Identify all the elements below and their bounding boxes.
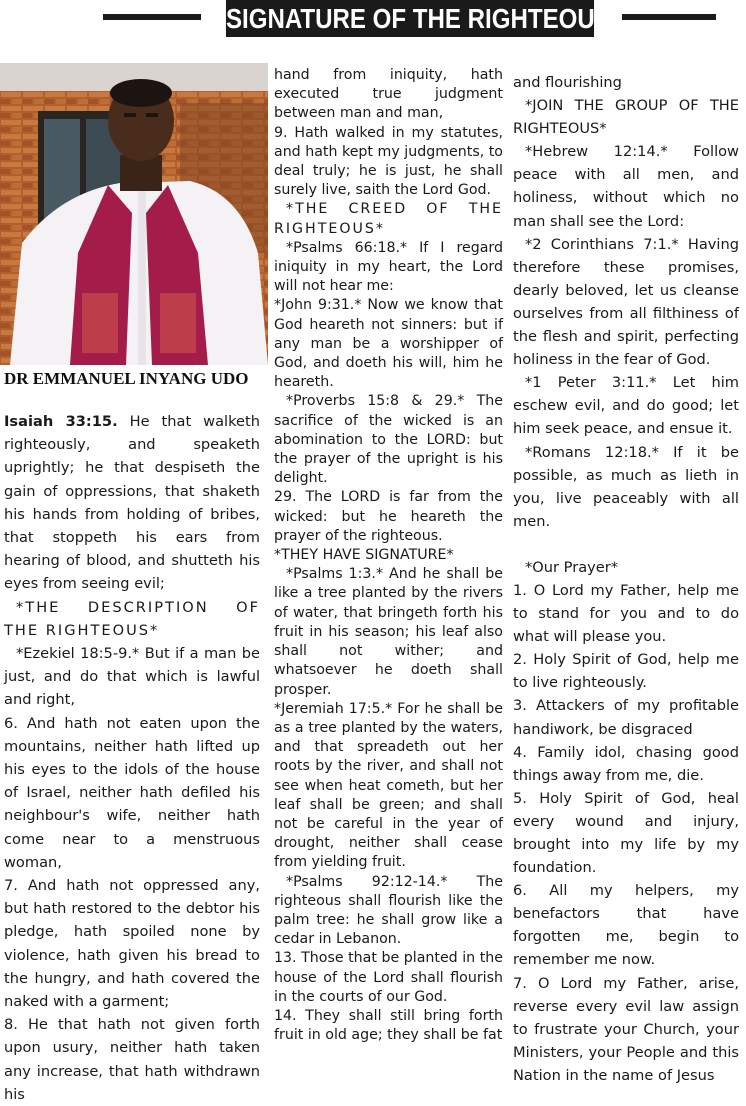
prayer-item: 3. Attackers of my profitable handiwork, be disgraced <box>513 697 739 738</box>
peter-paragraph: *1 Peter 3:11.* Let him eschew evil, and do good; let him seek peace, and ensue it. <box>513 374 739 438</box>
psalms-66-paragraph: *Psalms 66:18.* If I regard iniquity in my heart, the Lord will not hear me: <box>274 239 503 295</box>
creed-heading: *THE CREED OF THE RIGHTEOUS* <box>274 201 503 237</box>
ezekiel-paragraph: *Ezekiel 18:5-9.* But if a man be just, and do that which is lawful and right, <box>4 645 260 709</box>
page-title: SIGNATURE OF THE RIGHTEOUS <box>226 0 594 37</box>
join-heading: *JOIN THE GROUP OF THE RIGHTEOUS* <box>513 97 739 138</box>
description-heading: *THE DESCRIPTION OF THE RIGHTEOUS* <box>4 598 260 639</box>
verse-8: 8. He that hath not given forth upon usury, neither hath taken any increase, that hath withdrawn his <box>4 1016 260 1103</box>
verse-29: 29. The LORD is far from the wicked: but he heareth the prayer of the righteous. <box>274 489 503 544</box>
isaiah-reference: Isaiah 33:15. <box>4 413 118 430</box>
verse-6: 6. And hath not eaten upon the mountains, neither hath lifted up his eyes to the idols of the house of Israel, neither hath defiled his neighbour's wife, neither hath come near to a menstruous woman, <box>4 714 260 871</box>
verse-9: 9. Hath walked in my statutes, and hath kept my judgments, to deal truly; he is just, he shall surely live, saith the Lord God. <box>274 124 503 199</box>
proverbs-paragraph: *Proverbs 15:8 & 29.* The sacrifice of the wicked is an abomination to the LORD: but the prayer of the upright is his delight. <box>274 393 503 487</box>
isaiah-text: He that walketh righteously, and speaketh uprightly; he that despiseth the gain of oppressions, that shaketh his hands from holding of bribes, that stoppeth his ears from hearing of blood, and shutteth his eyes from seeing evil; <box>4 413 260 593</box>
header-rule-right <box>622 14 716 20</box>
isaiah-paragraph <box>4 410 260 596</box>
psalms-92-paragraph: *Psalms 92:12-14.* The righteous shall flourish like the palm tree: he shall grow like a cedar in Lebanon. <box>274 873 503 948</box>
verse-14-continued: and flourishing <box>513 74 622 91</box>
verse-14: 14. They shall still bring forth fruit in old age; they shall be fat <box>274 1007 503 1044</box>
author-photo <box>0 63 268 365</box>
prayer-heading: *Our Prayer* <box>525 558 619 576</box>
signature-heading: *THEY HAVE SIGNATURE* <box>274 547 454 564</box>
prayer-item: 5. Holy Spirit of God, heal every wound and injury, brought into my life by my foundation. <box>513 789 739 877</box>
section-spacer <box>513 533 739 556</box>
prayer-item: 2. Holy Spirit of God, help me to live righteously. <box>513 651 739 692</box>
verse-13: 13. Those that be planted in the house of the Lord shall flourish in the courts of our God. <box>274 950 503 1005</box>
romans-paragraph: *Romans 12:18.* If it be possible, as much as lieth in you, live peaceably with all men. <box>513 443 739 530</box>
prayer-item: 6. All my helpers, my benefactors that have forgotten me, begin to remember me now. <box>513 882 739 969</box>
header-rule-left <box>103 14 201 20</box>
article-column-3 <box>513 71 739 1087</box>
psalms-1-paragraph: *Psalms 1:3.* And he shall be like a tree planted by the rivers of water, that bringeth forth his fruit in his season; his leaf also shall not wither; and whatsoever he doeth shall prosper. <box>274 566 503 698</box>
jeremiah-paragraph: *Jeremiah 17:5.* For he shall be as a tree planted by the waters, and that spreadeth out her roots by the river, and shall not see when heat cometh, but her leaf shall be green; and shall not be careful in the year of drought, neither shall cease from yielding fruit. <box>274 700 503 871</box>
author-name-caption: DR EMMANUEL INYANG UDO <box>4 369 249 388</box>
verse-7: 7. And hath not oppressed any, but hath restored to the debtor his pledge, hath spoiled none by violence, hath given his bread to the hungry, and hath covered the naked with a garment; <box>4 877 260 1011</box>
article-column-1 <box>4 410 260 1106</box>
article-column-2 <box>274 66 503 1045</box>
prayer-item: 7. O Lord my Father, arise, reverse every evil law assign to frustrate your Church, your Ministers, your People and this Nation in the name of Jesus <box>513 974 739 1084</box>
john-paragraph: *John 9:31.* Now we know that God heareth not sinners: but if any man be a worshipper of God, and doeth his will, him he heareth. <box>274 297 503 391</box>
hebrew-paragraph: *Hebrew 12:14.* Follow peace with all men, and holiness, without which no man shall see the Lord: <box>513 143 739 230</box>
prayer-item: 1. O Lord my Father, help me to stand for you and to do what will please you. <box>513 581 739 646</box>
prayer-item: 4. Family idol, chasing good things away from me, die. <box>513 743 739 784</box>
corinthians-paragraph: *2 Corinthians 7:1.* Having therefore these promises, dearly beloved, let us cleanse ourselves from all filthiness of the flesh and spirit, perfecting holiness in the fear of God. <box>513 235 739 369</box>
verse-8-continued: hand from iniquity, hath executed true judgment between man and man, <box>274 67 503 122</box>
